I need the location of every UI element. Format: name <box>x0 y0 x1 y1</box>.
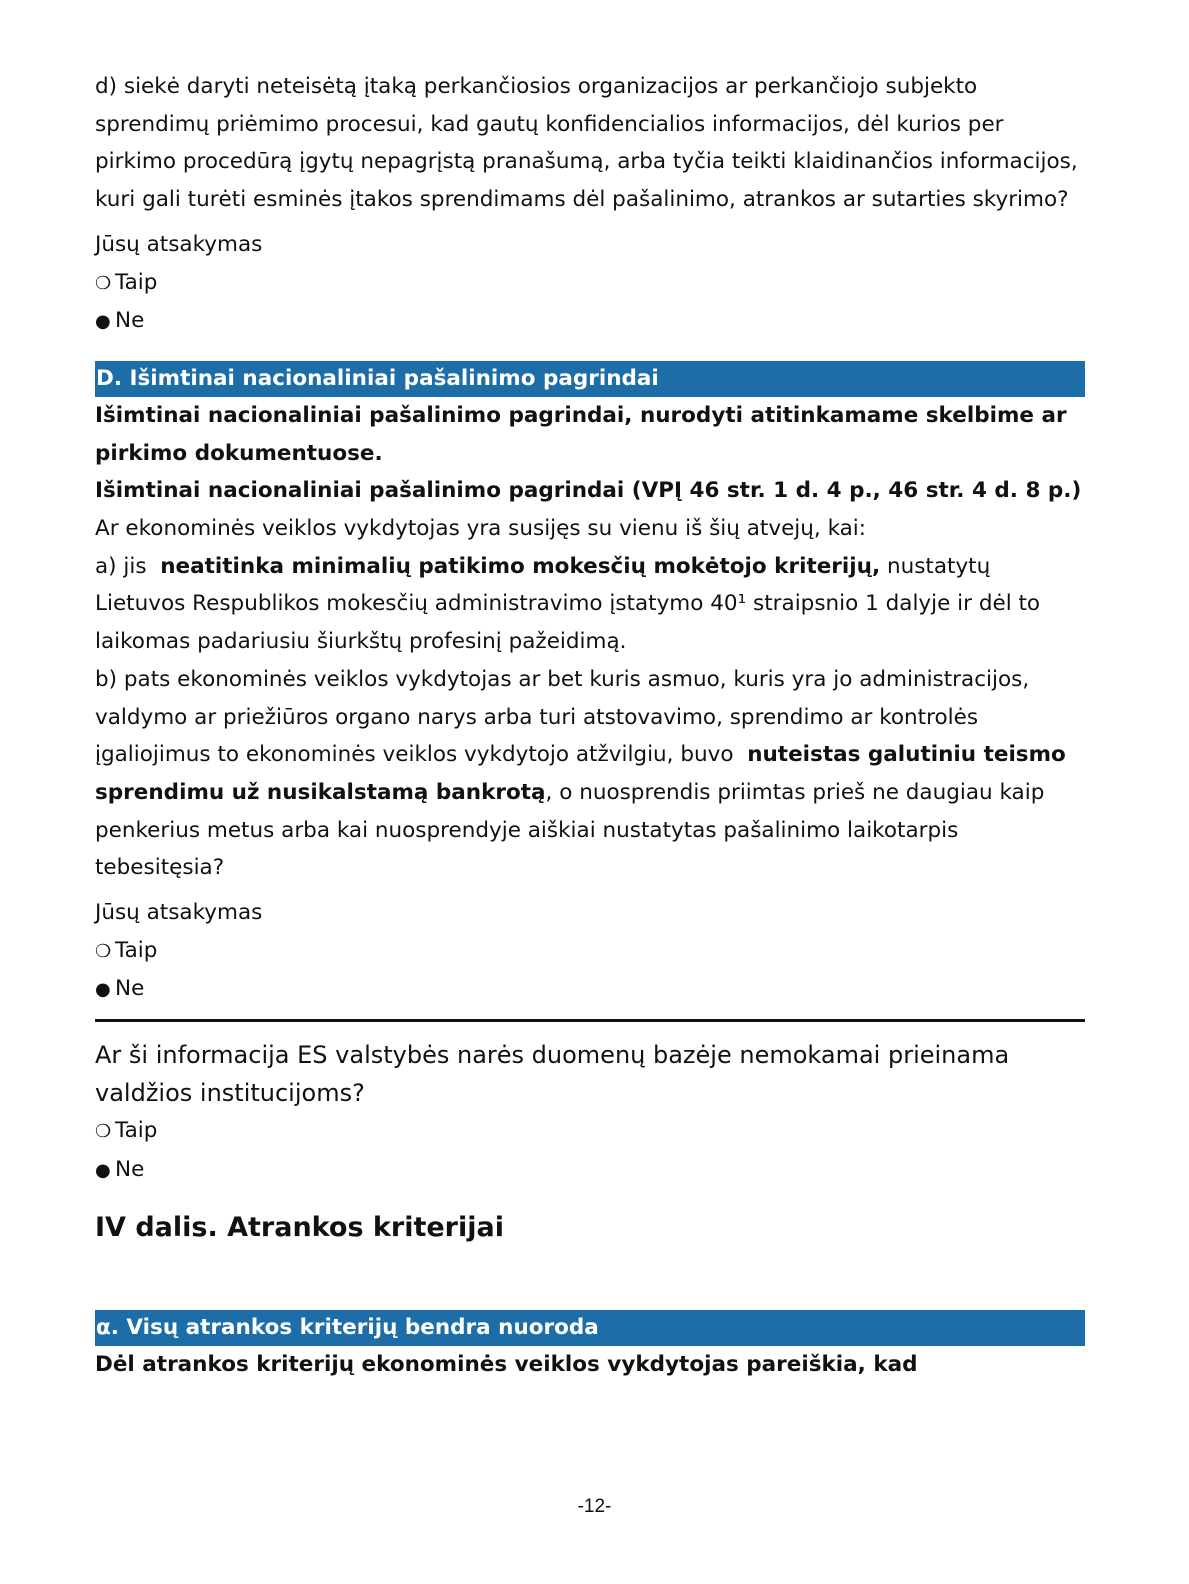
page-number: -12- <box>577 1496 612 1517</box>
database-question-text: Ar ši informacija ES valstybės narės duomenų bazėje nemokamai prieinama valdžios institucijoms? <box>95 1041 1010 1108</box>
section-d-intro: Ar ekonominės veiklos vykdytojas yra susijęs su vienu iš šių atvejų, kai: <box>95 516 867 542</box>
radio-filled-icon: ● <box>95 311 111 333</box>
option-taip[interactable] <box>95 1112 1085 1151</box>
option-label: Ne <box>115 1156 145 1182</box>
section-d-header: D. Išimtinai nacionaliniai pašalinimo pagrindai <box>95 361 1085 397</box>
item-b-bold: nuteistas galutiniu teismo sprendimu už nusikalstamą bankrotą <box>95 742 1066 805</box>
option-label: Ne <box>115 308 145 334</box>
item-a-bold: neatitinka minimalių patikimo mokesčių mokėtojo kriterijų, <box>160 553 881 579</box>
question-d-text: d) siekė daryti neteisėtą įtaką perkančiosios organizacijos ar perkančiojo subjekto sprendimų priėmimo procesui, kad gautų konfidencialios informacijos, dėl kurios per pirkimo procedūrą įgytų nepagrįstą pranašumą, arba tyčia teikti klaidinančios informacijos, kuri gali turėti esminės įtakos sprendimams dėl pašalinimo, atrankos ar sutarties skyrimo? <box>95 74 1078 213</box>
part-iv-heading: IV dalis. Atrankos kriterijai <box>95 1211 504 1243</box>
answer-options <box>95 1112 1085 1189</box>
option-label: Taip <box>115 937 158 963</box>
answer-label: Jūsų atsakymas <box>95 900 263 926</box>
section-alpha-statement: Dėl atrankos kriterijų ekonominės veiklos vykdytojas pareiškia, kad <box>95 1351 918 1377</box>
section-d-item-b <box>95 661 1085 887</box>
option-taip[interactable] <box>95 932 1085 971</box>
option-ne[interactable] <box>95 1151 1085 1190</box>
radio-filled-icon: ● <box>95 979 111 1001</box>
answer-options <box>95 932 1085 1009</box>
item-b-rest: , o nuosprendis priimtas prieš ne daugiau kaip penkerius metus arba kai nuosprendyje aiškiai nustatytas pašalinimo laikotarpis tebesitęsia? <box>95 779 1045 881</box>
item-a-rest: nustatytų Lietuvos Respublikos mokesčių administravimo įstatymo 40¹ straipsnio 1 dalyje ir dėl to laikomas padariusiu šiurkštų profesinį pažeidimą. <box>95 553 1041 655</box>
answer-options <box>95 264 1085 341</box>
option-taip[interactable] <box>95 264 1085 303</box>
item-b-prefix: b) pats ekonominės veiklos vykdytojas ar bet kuris asmuo, kuris yra jo administracijos, valdymo ar priežiūros organo narys arba turi atstovavimo, sprendimo ar kontrolės įgaliojimus to ekonominės veiklos vykdytojo atžvilgiu, buvo <box>95 666 1030 768</box>
section-d-subtitle-2: Išimtinai nacionaliniai pašalinimo pagrindai (VPĮ 46 str. 1 d. 4 p., 46 str. 4 d. 8 p.) <box>95 478 1082 504</box>
section-alpha-header: α. Visų atrankos kriterijų bendra nuoroda <box>95 1310 1085 1346</box>
page-content <box>95 68 1085 1383</box>
horizontal-divider <box>95 1019 1085 1022</box>
radio-filled-icon: ● <box>95 1159 111 1181</box>
item-a-prefix: a) jis <box>95 553 147 579</box>
radio-empty-icon: ❍ <box>95 1121 112 1143</box>
option-label: Ne <box>115 976 145 1002</box>
section-d-subtitle-1: Išimtinai nacionaliniai pašalinimo pagrindai, nurodyti atitinkamame skelbime ar pirkimo dokumentuose. <box>95 402 1067 466</box>
radio-empty-icon: ❍ <box>95 940 112 962</box>
section-d-item-a <box>95 548 1085 661</box>
option-label: Taip <box>115 1118 158 1144</box>
option-ne[interactable] <box>95 302 1085 341</box>
answer-label: Jūsų atsakymas <box>95 231 263 257</box>
radio-empty-icon: ❍ <box>95 272 112 294</box>
option-ne[interactable] <box>95 970 1085 1009</box>
option-label: Taip <box>115 269 158 295</box>
